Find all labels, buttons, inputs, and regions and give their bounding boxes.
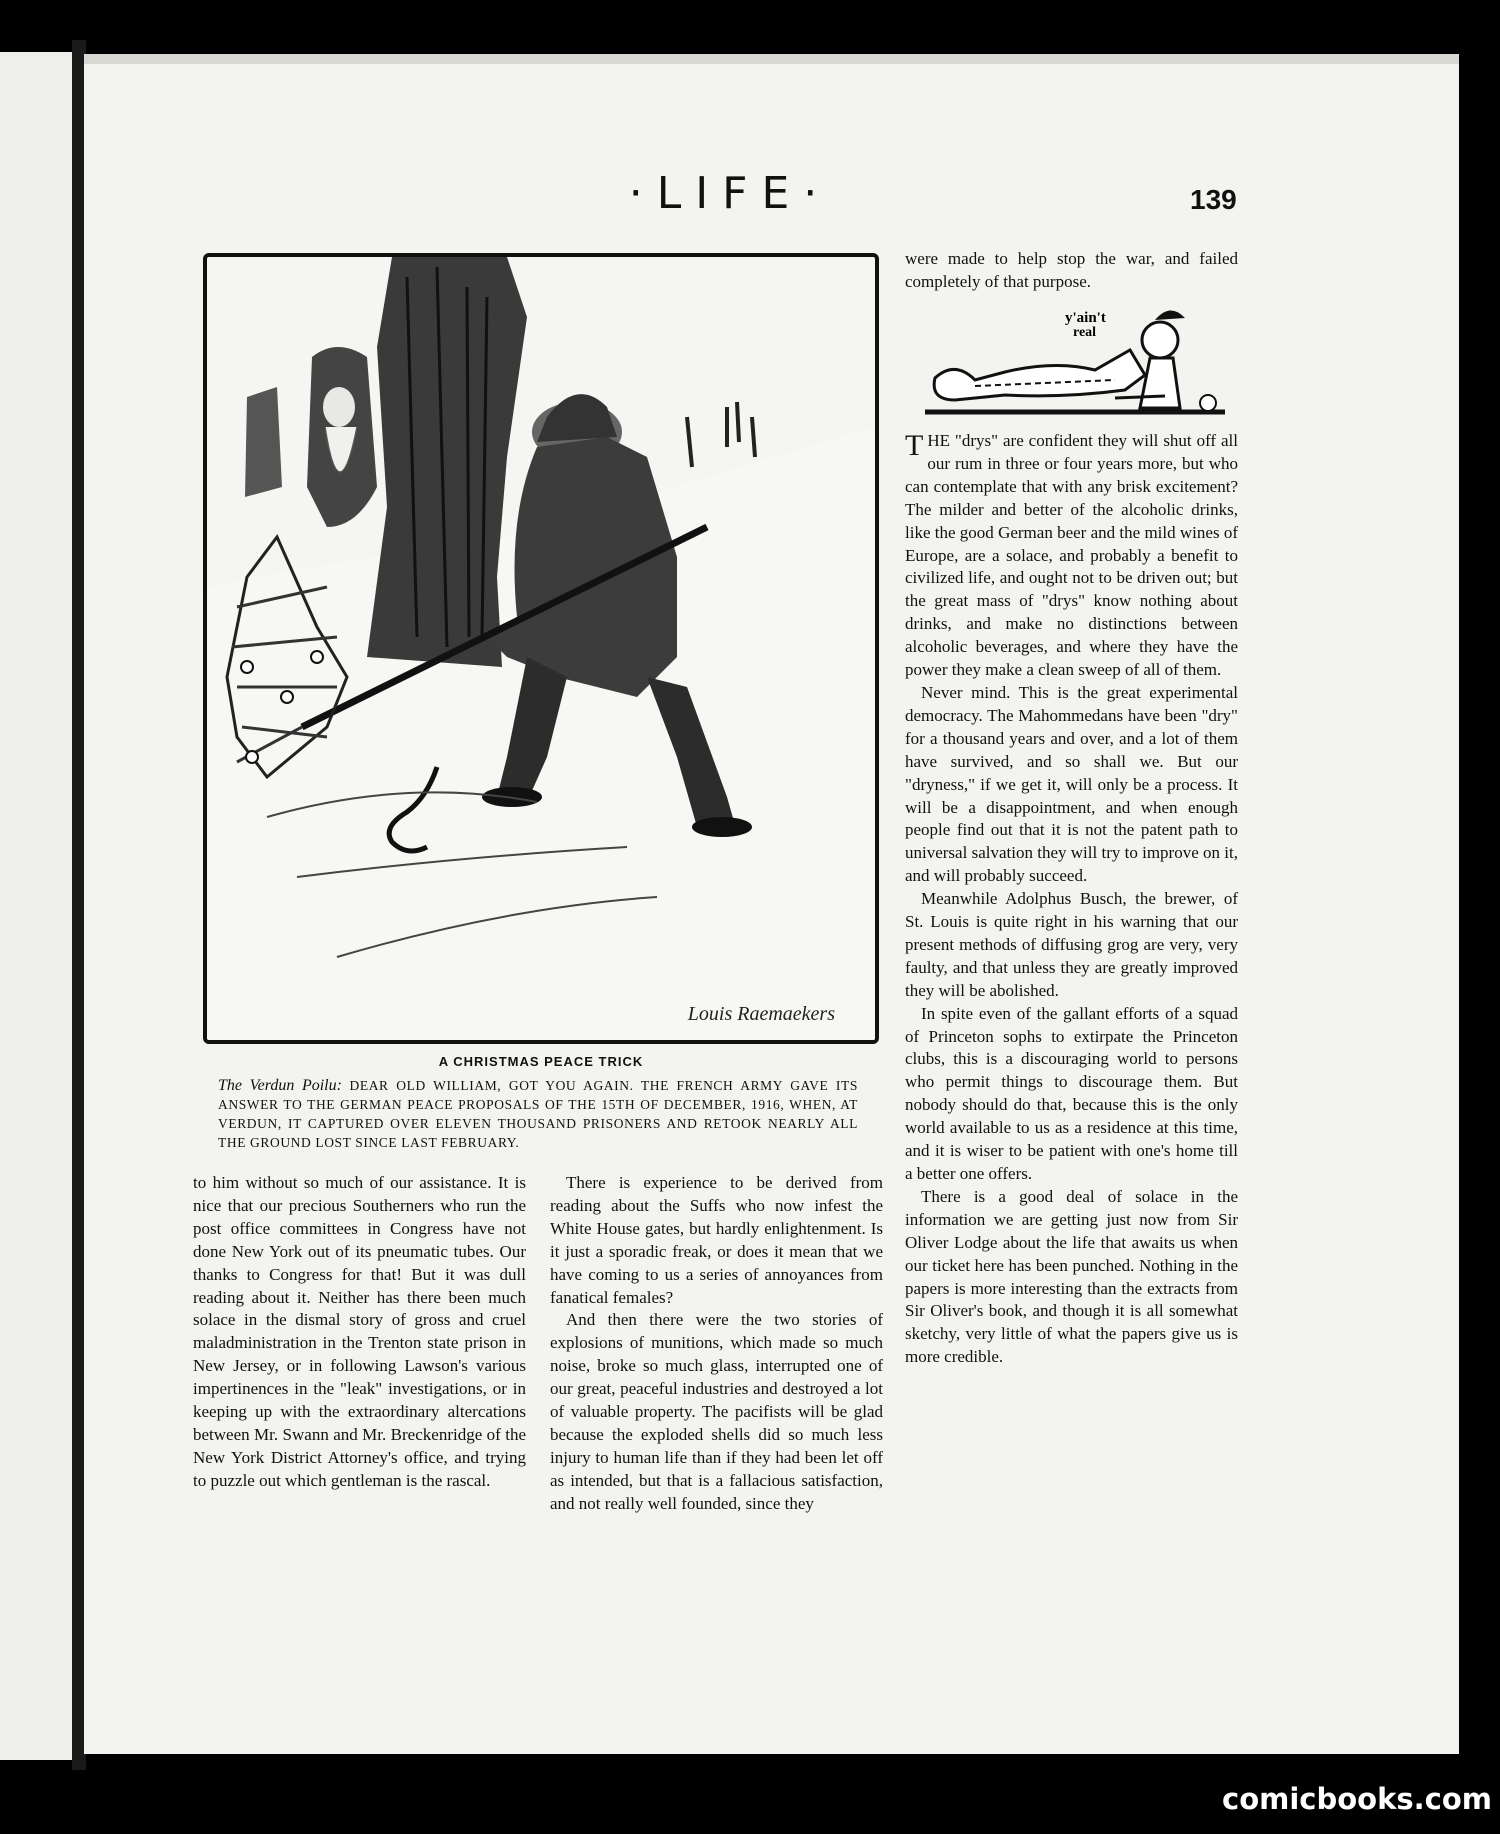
text-column-3-top [905,248,1238,294]
cartoon-speech-line-2: real [1073,325,1097,340]
small-cartoon-illustration [915,300,1235,422]
text-column-1 [193,1172,526,1493]
cartoon-caption [218,1076,858,1152]
paragraph: Never mind. This is the great experimental democracy. The Mahommedans have been "dry" for a thousand years and over, and a lot of them have survived, and so shall we. But our "dryness," if we get it, will only be a process. It will be a disappointment, and when enough people find out that it is not the patent path to universal salvation they will try to improve on it, and will probably succeed. [905,682,1238,886]
page-number: 139 [1190,184,1237,215]
text-column-2 [550,1172,883,1516]
caption-speaker: The Verdun Poilu: [218,1077,342,1094]
paragraph: And then there were the two stories of explosions of munitions, which made so much noise, broke so much glass, interrupted one of our great, peaceful industries and destroyed a lot of valuable property. The pacifists will be glad because the exploded shells did so much less injury to human life than if they had been let off as intended, but that is a fallacious satisfaction, and not really well founded, since they [550,1310,883,1513]
cartoon-caption-title: A CHRISTMAS PEACE TRICK [438,1054,644,1069]
paragraph: There is experience to be derived from reading about the Suffs who now infest the White House gates, but hardly enlightenment. Is it just a sporadic freak, or does it mean that we have coming to us a series of annoyances from fanatical females? [550,1173,883,1307]
text-column-3 [905,430,1238,1369]
paragraph: Meanwhile Adolphus Busch, the brewer, of St. Louis is quite right in his warning that our present methods of diffusing grog are very, very faulty, and that unless they are greatly improved they will be abolished. [905,889,1238,1000]
crocodile-cartoon [915,300,1235,422]
paragraph: There is a good deal of solace in the information we are getting just now from Sir Oliver Lodge about the life that awaits us when our ticket here has been punched. Nothing in the papers is more interesting than the extracts from Sir Oliver's book, and though it is all somewhat sketchy, very little of what the papers give us is more credible. [905,1186,1238,1367]
drop-cap: T [905,429,924,462]
cartoon-drawing [207,257,875,1040]
cartoon-speech-line-1: y'ain't [1065,310,1106,326]
site-watermark: comicbooks.com [1222,1782,1492,1816]
paragraph-with-dropcap [905,430,1238,682]
previous-page-edge [0,52,74,1760]
paragraph: In spite even of the gallant efforts of a squad of Princeton sophs to extirpate the Princeton clubs, this is a discouraging world to persons who permit things to discourage them. But nobody should do that, because this is the only world available to us as a residence at this time, and it is wiser to be patient with one's home till a better one offers. [905,1003,1238,1183]
cartoon-illustration [203,253,879,1044]
magazine-title: ·LIFE· [628,168,832,219]
paragraph: to him without so much of our assistance. It is nice that our precious Southerners who run the post office committees in Congress have not done New York out of its pneumatic tubes. Our thanks to Congress for that! But it was dull reading about it. Neither has there been much solace in the dismal story of gross and cruel maladministration in the Trenton state prison in New Jersey, or in following Lawson's various impertinences in the "leak" investigations, or in keeping up with the extraordinary altercations between Mr. Swann and Mr. Breckenridge of the New York District Attorney's office, and trying to puzzle out which gentleman is the rascal. [193,1173,526,1490]
artist-signature: Louis Raemaekers [687,1003,835,1025]
paragraph-text: HE "drys" are confident they will shut off all our rum in three or four years more, but who can contemplate that with any brisk excitement? The milder and better of the alcoholic drinks, like the good German beer and the mild wines of Europe, are a solace, and probably a benefit to civilized life, and ought not to be driven out; but the great mass of "drys" know nothing about drinks, and make no distinctions between alcoholic beverages, and where they have the power they make a clean sweep of all of them. [905,431,1238,680]
caption-text: DEAR OLD WILLIAM, GOT YOU AGAIN. THE FRENCH ARMY GAVE ITS ANSWER TO THE GERMAN PEACE PROPOSALS OF THE 15TH OF DECEMBER, 1916, WHEN, AT VERDUN, IT CAPTURED OVER ELEVEN THOUSAND PRISONERS AND RETOOK NEARLY ALL THE GROUND LOST SINCE LAST FEBRUARY. [218,1078,858,1150]
page-top-shadow [84,54,1459,64]
paragraph: were made to help stop the war, and failed completely of that purpose. [905,249,1238,291]
